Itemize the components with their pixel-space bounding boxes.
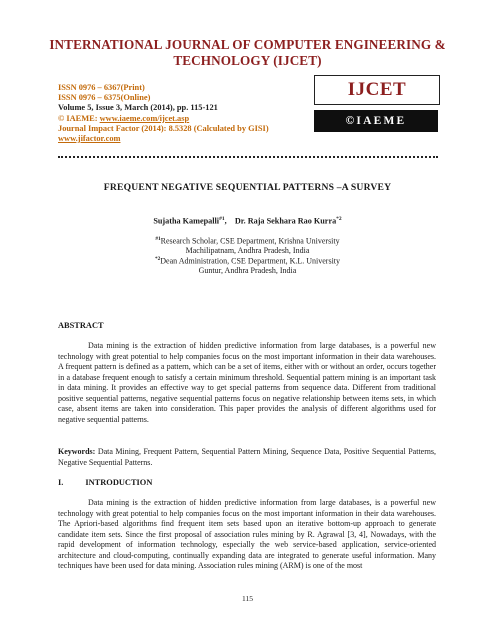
author-1: Sujatha Kamepalli (153, 216, 220, 226)
affiliation-1-line-2: Machilipatnam, Andhra Pradesh, India (185, 246, 310, 256)
iaeme-logo: ©IAEME (314, 110, 438, 132)
issn-online: ISSN 0976 – 6375(Online) (58, 93, 151, 103)
affiliation-1-sup: #1 (155, 236, 161, 242)
affiliation-2 (40, 255, 455, 276)
introduction-heading (58, 478, 152, 487)
jifactor-link[interactable]: www.jifactor.com (58, 134, 121, 144)
impact-factor: Journal Impact Factor (2014): 8.5328 (Calculated by GISI) (58, 123, 269, 133)
author-2: Dr. Raja Sekhara Rao Kurra (234, 216, 337, 226)
journal-title: INTERNATIONAL JOURNAL OF COMPUTER ENGINEERING & TECHNOLOGY (IJCET) (49, 37, 446, 68)
iaeme-line (58, 114, 318, 124)
keywords-text: Data Mining, Frequent Pattern, Sequential Pattern Mining, Sequence Data, Positive Sequential Patterns, Negative Sequential Patterns. (58, 447, 436, 467)
keywords-label: Keywords: (58, 447, 96, 456)
affiliation-2-line-2: Guntur, Andhra Pradesh, India (198, 266, 297, 276)
author-1-sup: #1 (219, 216, 225, 222)
journal-meta (58, 83, 318, 144)
authors (40, 216, 455, 226)
keywords (58, 447, 436, 468)
introduction-text: Data mining is the extraction of hidden predictive information from large databases, is a powerful new technology with great potential to help companies focus on the most important information in their data warehouses. The Apriori-based algorithms find frequent item sets based upon an iterative bottom-up approach to generate candidate item sets. Since the first proposal of association rules mining by R. Agrawal [3, 4], Nowadays, with the rapid development of information technology, especially the web service-based application, service-oriented architecture and cloud-computing, continually expanding data are integrated to generate useful information. Many techniques have been used for data mining. Association rules mining (ARM) is one of the most (58, 498, 436, 570)
page-number: 115 (242, 594, 253, 603)
abstract-heading: ABSTRACT (58, 321, 104, 330)
ijcet-logo: IJCET (314, 75, 440, 105)
paper-title: FREQUENT NEGATIVE SEQUENTIAL PATTERNS –A SURVEY (103, 182, 392, 193)
iaeme-prefix: © IAEME: (58, 113, 100, 123)
affiliation-1-line-1: Research Scholar, CSE Department, Krishna University (160, 236, 340, 246)
author-2-sup: *2 (336, 216, 342, 222)
header-divider (58, 156, 438, 158)
author-separator: , (224, 216, 227, 226)
introduction-title: INTRODUCTION (85, 478, 153, 487)
abstract-text: Data mining is the extraction of hidden predictive information from large databases, is a powerful new technology with great potential to help companies focus on the most important information in their data warehouses. A frequent pattern is defined as a pattern, which can be a set of items, either with or without an order, occurs together in a database frequent enough to satisfy a certain minimum threshold. Sequential pattern mining is an important task in data mining. It provides an effective way to get special patterns from sequence data. Different from traditional positive sequential patterns, negative sequential patterns focus on negative relationship between items sets, in which case, absent items are taken into consideration. This paper provides the analysis of different algorithms used for negative sequential patterns. (58, 341, 436, 424)
issn-print: ISSN 0976 – 6367(Print) (58, 83, 145, 92)
affiliation-2-line-1: Dean Administration, CSE Department, K.L. University (160, 256, 341, 266)
introduction-number: I. (58, 478, 64, 487)
affiliation-2-sup: *2 (154, 256, 161, 262)
volume-info: Volume 5, Issue 3, March (2014), pp. 115-121 (58, 103, 218, 113)
affiliation-1 (40, 235, 455, 256)
iaeme-link[interactable]: www.iaeme.com/ijcet.asp (99, 113, 190, 123)
